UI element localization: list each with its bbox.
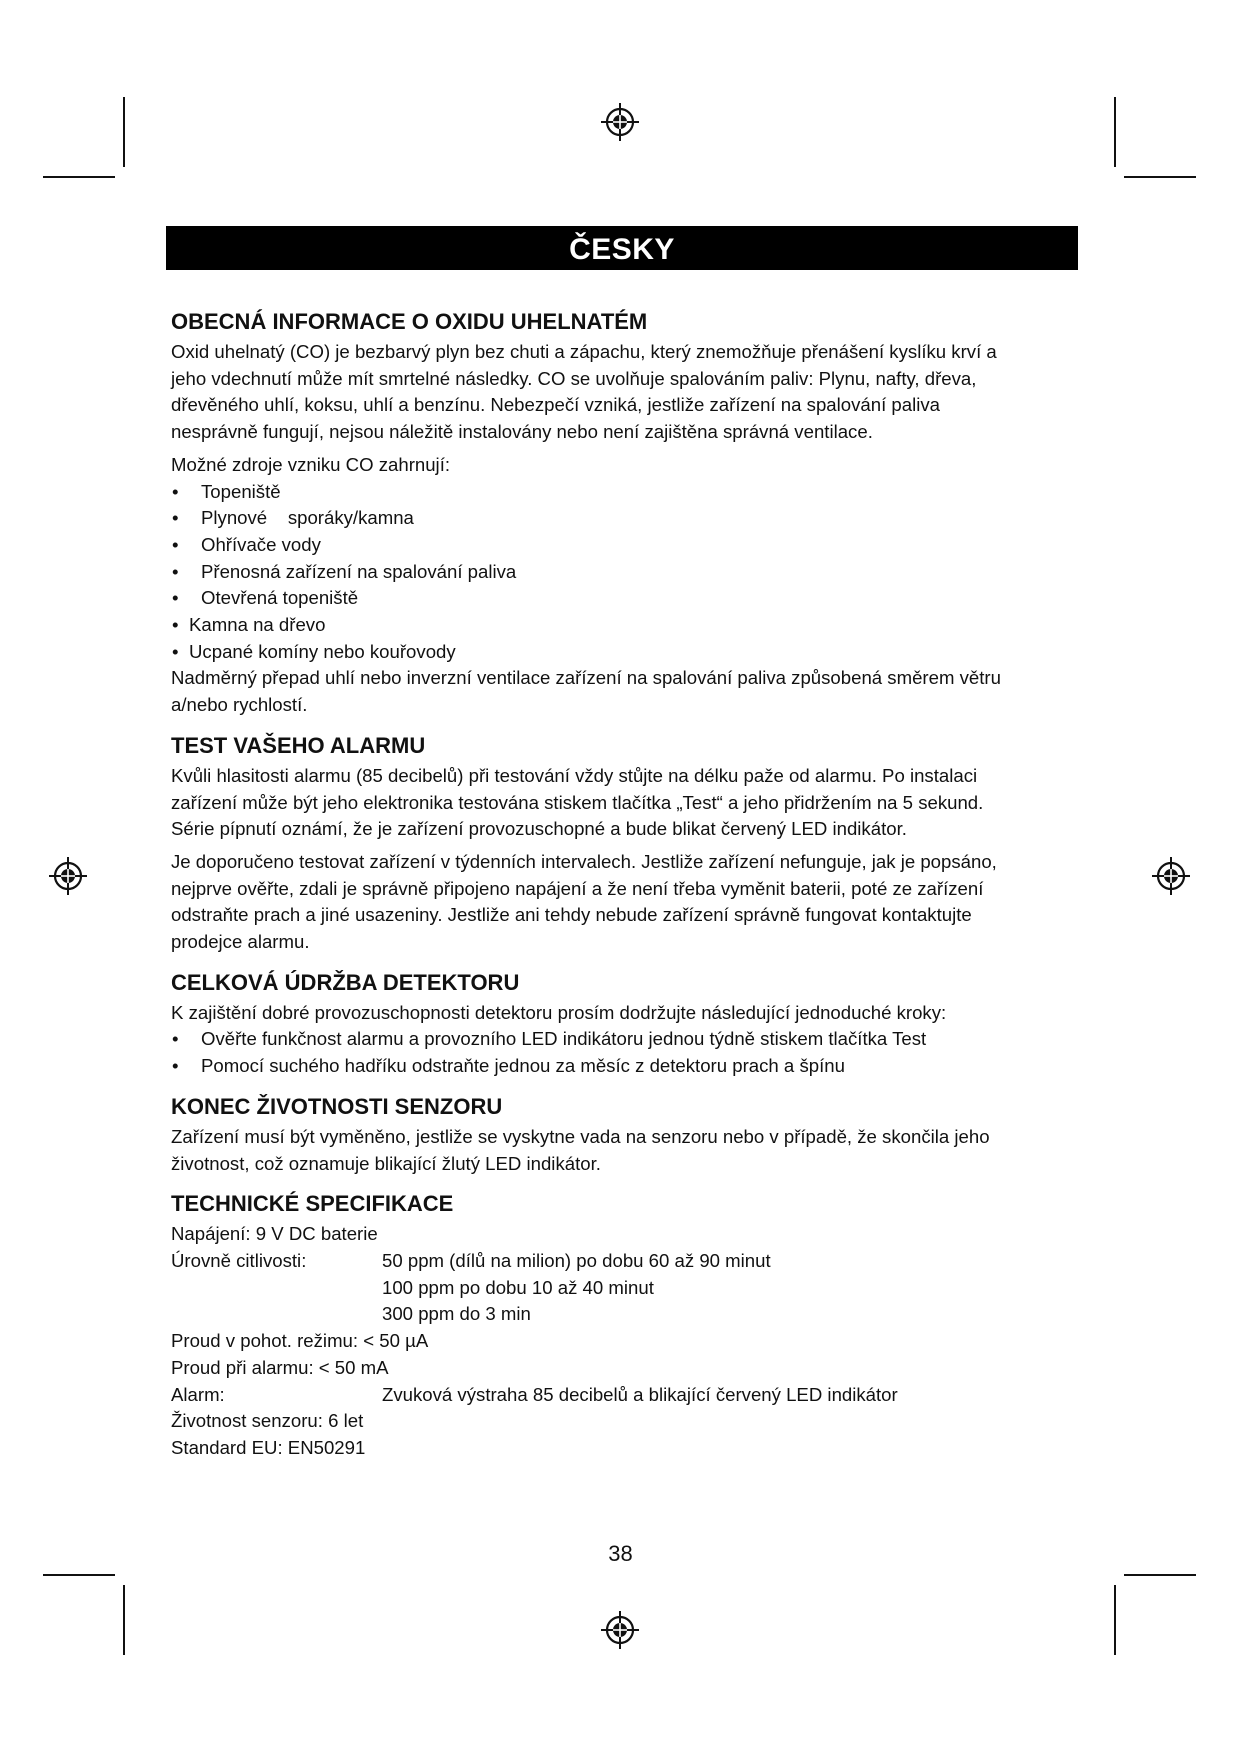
co-sources-list: [171, 479, 1076, 666]
paragraph-line: Je doporučeno testovat zařízení v týdenních intervalech. Jestliže zařízení nefunguje, jak je popsáno,: [171, 850, 997, 872]
crop-mark: [123, 1585, 125, 1655]
section-maintenance: [171, 966, 1076, 1080]
spec-values: [382, 1248, 771, 1328]
crop-mark: [43, 176, 115, 178]
paragraph-line: Oxid uhelnatý (CO) je bezbarvý plyn bez chuti a zápachu, který znemožňuje přenášení kyslíku krví a: [171, 341, 997, 362]
list-item: • Kamna na dřevo: [171, 612, 1076, 639]
paragraph-line: prodejce alarmu.: [171, 931, 310, 953]
paragraph-line: životnost, což oznamuje blikající žlutý LED indikátor.: [171, 1152, 601, 1174]
crop-mark: [123, 97, 125, 167]
list-item: • Plynové sporáky/kamna: [171, 505, 1076, 532]
maintenance-steps-list: [171, 1026, 1076, 1079]
paragraph-line: Série pípnutí oznámí, že je zařízení provozuschopné a bude blikat červený LED indikátor.: [171, 818, 907, 840]
paragraph-line: Kvůli hlasitosti alarmu (85 decibelů) při testování vždy stůjte na délku paže od alarmu. Po instalaci: [171, 764, 978, 786]
language-banner: ČESKY: [166, 226, 1078, 270]
section-test-alarm: [171, 729, 1076, 956]
paragraph-line: Zařízení musí být vyměněno, jestliže se vyskytne vada na senzoru nebo v případě, že skončila jeho: [171, 1125, 990, 1147]
crop-mark: [1114, 1585, 1116, 1655]
registration-mark-icon: [1151, 856, 1191, 896]
paragraph-line: Nadměrný přepad uhlí nebo inverzní ventilace zařízení na spalování paliva způsobená směrem větru: [171, 667, 1001, 689]
spec-value: 100 ppm po dobu 10 až 40 minut: [382, 1276, 654, 1298]
spec-sensitivity: [171, 1248, 1076, 1328]
spec-label: Úrovně citlivosti:: [171, 1249, 307, 1271]
list-item: • Ověřte funkčnost alarmu a provozního LED indikátoru jednou týdně stiskem tlačítka Test: [171, 1026, 1076, 1053]
spec-standard: Standard EU: EN50291: [171, 1436, 366, 1458]
spec-alarm-current: Proud při alarmu: < 50 mA: [171, 1356, 389, 1378]
paragraph-line: K zajištění dobré provozuschopnosti detektoru prosím dodržujte následující jednoduché kroky:: [171, 1001, 947, 1023]
section-heading: CELKOVÁ ÚDRŽBA DETEKTORU: [171, 969, 520, 995]
list-item: • Topeniště: [171, 479, 1076, 506]
registration-mark-icon: [48, 856, 88, 896]
section-end-of-life: [171, 1090, 1076, 1177]
section-general-info: [171, 305, 1076, 719]
crop-mark: [1124, 176, 1196, 178]
page-number: 38: [608, 1541, 633, 1566]
section-heading: TECHNICKÉ SPECIFIKACE: [171, 1191, 454, 1217]
list-item: • Pomocí suchého hadříku odstraňte jednou za měsíc z detektoru prach a špínu: [171, 1053, 1076, 1080]
spec-value: 300 ppm do 3 min: [382, 1303, 531, 1325]
spec-value: Zvuková výstraha 85 decibelů a blikající červený LED indikátor: [382, 1383, 898, 1405]
paragraph-line: zařízení může být jeho elektronika testována stiskem tlačítka „Test“ a jeho přidržením na 5 sekund.: [171, 791, 984, 813]
paragraph-line: dřevěného uhlí, koksu, uhlí a benzínu. Nebezpečí vzniká, jestliže zařízení na spalování paliva: [171, 394, 940, 416]
crop-mark: [1124, 1574, 1196, 1576]
spec-alarm: [171, 1382, 1076, 1409]
paragraph-line: a/nebo rychlostí.: [171, 694, 308, 716]
spec-standby-current: Proud v pohot. režimu: < 50 µA: [171, 1330, 429, 1352]
page-content: [171, 305, 1076, 1462]
spec-sensor-life: Životnost senzoru: 6 let: [171, 1410, 364, 1432]
paragraph-line: nejprve ověřte, zdali je správně připojeno napájení a že není třeba vyměnit baterii, poté ze zařízení: [171, 877, 984, 899]
paragraph-line: jeho vdechnutí může mít smrtelné následky. CO se uvolňuje spalováním paliv: Plynu, nafty, dřeva,: [171, 367, 977, 389]
spec-label: Alarm:: [171, 1383, 225, 1405]
list-item: • Ohřívače vody: [171, 532, 1076, 559]
crop-mark: [43, 1574, 115, 1576]
section-heading: TEST VAŠEHO ALARMU: [171, 732, 426, 758]
section-heading: OBECNÁ INFORMACE O OXIDU UHELNATÉM: [171, 309, 648, 334]
registration-mark-icon: [600, 1610, 640, 1650]
paragraph-line: odstraňte prach a jiné usazeniny. Jestliže ani tehdy nebude zařízení správně fungovat kontaktujte: [171, 904, 972, 926]
crop-mark: [1114, 97, 1116, 167]
sources-intro: Možné zdroje vzniku CO zahrnují:: [171, 453, 451, 475]
spec-power: Napájení: 9 V DC baterie: [171, 1223, 378, 1245]
paragraph-line: nesprávně fungují, nejsou náležitě instalovány nebo není zajištěna správná ventilace.: [171, 421, 873, 443]
section-heading: KONEC ŽIVOTNOSTI SENZORU: [171, 1093, 503, 1119]
list-item: • Ucpané komíny nebo kouřovody: [171, 639, 1076, 666]
section-specifications: [171, 1187, 1076, 1461]
registration-mark-icon: [600, 102, 640, 142]
spec-value: 50 ppm (dílů na milion) po dobu 60 až 90 minut: [382, 1249, 771, 1271]
list-item: • Přenosná zařízení na spalování paliva: [171, 559, 1076, 586]
list-item: • Otevřená topeniště: [171, 585, 1076, 612]
